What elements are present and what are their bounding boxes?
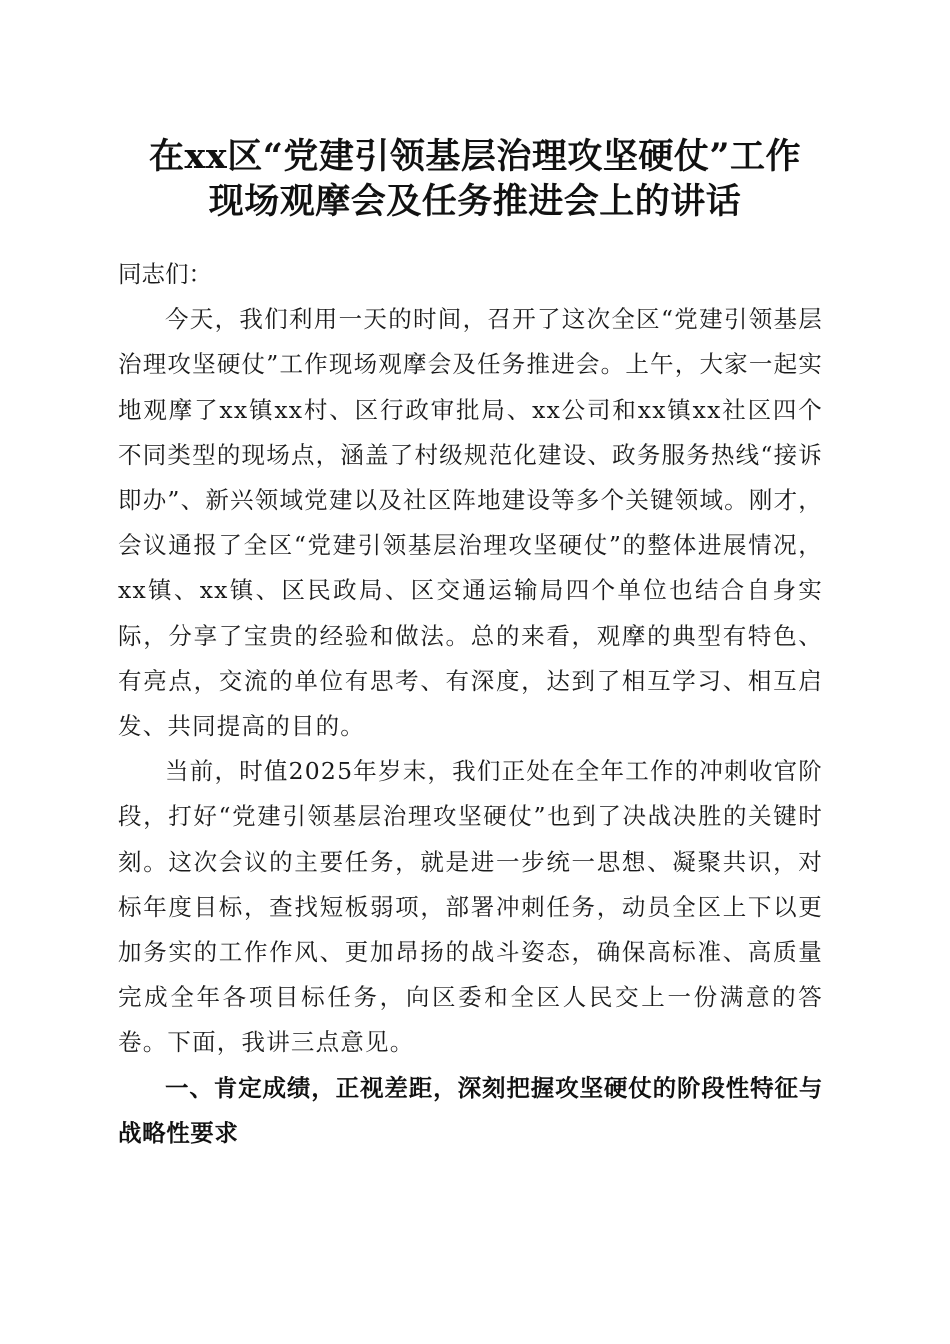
document-body	[118, 252, 823, 1156]
document-title	[100, 134, 850, 224]
title-line-2: 现场观摩会及任务推进会上的讲话	[208, 181, 742, 222]
paragraph-context: 当前，时值2025年岁末，我们正处在全年工作的冲刺收官阶段，打好“党建引领基层治理攻坚硬仗”也到了决战决胜的关键时刻。这次会议的主要任务，就是进一步统一思想、凝聚共识，对标年度目标，查找短板弱项，部署冲刺任务，动员全区上下以更加务实的工作作风、更加昂扬的战斗姿态，确保高标准、高质量完成全年各项目标任务，向区委和全区人民交上一份满意的答卷。下面，我讲三点意见。	[118, 757, 823, 1057]
salutation: 同志们：	[118, 260, 212, 288]
paragraph-opening: 今天，我们利用一天的时间，召开了这次全区“党建引领基层治理攻坚硬仗”工作现场观摩会及任务推进会。上午，大家一起实地观摩了xx镇xx村、区行政审批局、xx公司和xx镇xx社区四个不同类型的现场点，涵盖了村级规范化建设、政务服务热线“接诉即办”、新兴领域党建以及社区阵地建设等多个关键领域。刚才，会议通报了全区“党建引领基层治理攻坚硬仗”的整体进展情况，xx镇、xx镇、区民政局、区交通运输局四个单位也结合自身实际，分享了宝贵的经验和做法。总的来看，观摩的典型有特色、有亮点，交流的单位有思考、有深度，达到了相互学习、相互启发、共同提高的目的。	[118, 305, 823, 741]
title-line-1: 在xx区“党建引领基层治理攻坚硬仗”工作	[149, 136, 801, 177]
section-heading-1: 一、肯定成绩，正视差距，深刻把握攻坚硬仗的阶段性特征与战略性要求	[118, 1073, 823, 1147]
